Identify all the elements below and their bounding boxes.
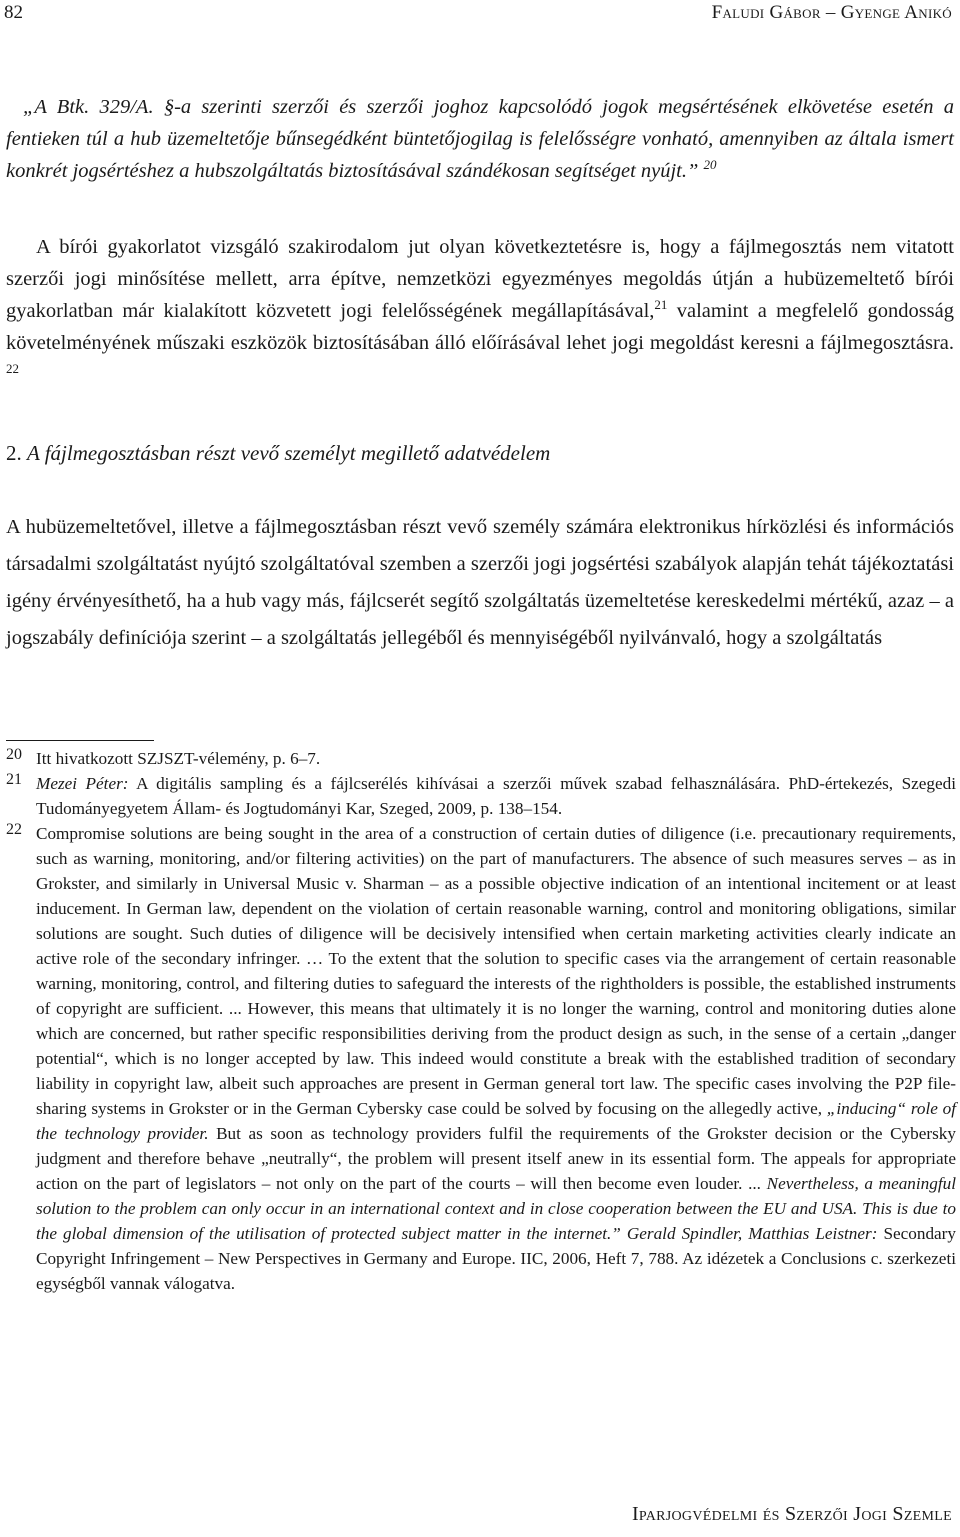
- footnote-number: 21: [6, 771, 22, 788]
- paragraph-2: A hubüzemeltetővel, illetve a fájlmegosztásban részt vevő személy számára elektronikus hírközlési és információs társadalmi szolgáltatást nyújtó szolgáltatóval szemben a szerzői jogi jogsértési szabályok alapján tehát tájékoztatási igény érvényesíthető, ha a hub vagy más, fájlcserét segítő szolgáltatás üzemeltetése kereskedelmi mértékű, azaz – a jogszabály definíciója szerint – a szolgáltatás jellegéből és mennyiségéből nyilvánvaló, hogy a szolgáltatás: [6, 516, 954, 649]
- footnotes: [6, 746, 956, 1296]
- footnote-text: Compromise solutions are being sought in the area of a construction of certain duties of diligence (i.e. precautionary requirements, such as warning, monitoring, and/or filtering activities) on the part of manufacturers. The absence of such measures serves – as in Grokster, and similarly in Universal Music v. Sharman – as a possible objective indication of an intentional incitement or at least inducement. In German law, dependent on the violation of certain reasonable warning, control and monitoring obligations, similar solutions are sought. Such duties of diligence will be decisively intensified when certain marketing activities clearly indicate an active role of the secondary infringer. … To the extent that the solution to specific cases via the arrangement of certain reasonable warning, monitoring, control, and filtering duties to safeguard the interests of the rightholders is possible, the established instruments of copyright are sufficient. ... However, this means that ultimately it is no longer the warning, control and monitoring duties alone which are concerned, but rather specific responsibilities deriving from the product design as such, in the sense of a certain „danger potential“, which is no longer accepted by law. This indeed would constitute a break with the established tradition of secondary liability in copyright law, albeit such approaches are present in German general tort law. The specific cases involving the P2P file-sharing systems in Grokster or in the German Cybersky case could be solved by focusing on the allegedly active,: [36, 824, 956, 1118]
- quote-text: „A Btk. 329/A. §-a szerinti szerzői és szerzői joghoz kapcsolódó jogok megsértésének elkövetése esetén a fentieken túl a hub üzemeltetője bűnsegédként büntetőjogilag is felelősségre vonható, amennyiben az általa ismert konkrét jogsértéshez a hubszolgáltatás biztosításával szándékosan segítséget nyújt.”: [6, 96, 954, 182]
- section-number: 2.: [6, 441, 22, 465]
- footnote-number: 20: [6, 746, 22, 763]
- footnote-ref-22[interactable]: 22: [6, 361, 19, 376]
- footnote-author: Mezei Péter:: [36, 774, 129, 793]
- paragraph-1-part2: valamint a megfelelő gondosság követelményének műszaki eszközök biztosításában álló előírásával lehet jogi megoldást keresni a fájlmegosztásra.: [6, 300, 954, 354]
- footnote-authors: Gerald Spindler, Matthias Leistner:: [620, 1224, 878, 1243]
- footnote-21: [6, 771, 956, 821]
- footnote-italic: Nevertheless, a meaningful solution to the problem can only occur in an international context and in close cooperation between the EU and USA. This is due to the global dimension of the utilisation of protected subject matter in the internet.”: [36, 1174, 956, 1243]
- footnote-text: Itt hivatkozott SZJSZT-vélemény, p. 6–7.: [36, 749, 321, 768]
- journal-footer: Iparjogvédelmi és Szerzői Jogi Szemle: [631, 1503, 952, 1525]
- running-head: Faludi Gábor – Gyenge Anikó: [711, 2, 952, 23]
- page-number: 82: [4, 2, 23, 23]
- footnote-text: A digitális sampling és a fájlcserélés kihívásai a szerzői művek szabad felhasználására. PhD-értekezés, Szegedi Tudományegyetem Állam- és Jogtudományi Kar, Szeged, 2009, p. 138–154.: [36, 774, 956, 818]
- footnote-separator: [6, 740, 154, 741]
- page-header: [0, 0, 960, 30]
- block-quote: [6, 91, 954, 187]
- paragraph-1-part1: A bírói gyakorlatot vizsgáló szakirodalom jut olyan következtetésre is, hogy a fájlmegosztás nem vitatott szerzői jogi minősítése mellett, arra építve, nemzetközi egyezményes megoldás útján a hubüzemeltető bírói gyakorlatban már kialakított közvetett jogi felelősségének megállapításával,: [6, 236, 954, 322]
- section-title: A fájlmegosztásban részt vevő személyt megillető adatvédelem: [27, 441, 551, 465]
- footnote-20: [6, 746, 956, 771]
- section-heading: [6, 441, 550, 466]
- paragraph-1: [6, 231, 954, 391]
- footnote-text: Secondary Copyright Infringement – New Perspectives in Germany and Europe. IIC, 2006, Heft 7, 788. Az idézetek a Conclusions c. szerkezeti egységből vannak válogatva.: [36, 1224, 957, 1293]
- footnote-italic: „inducing“ role of the technology provider.: [36, 1099, 956, 1143]
- footnote-text: But as soon as technology providers fulfil the requirements of the Grokster decision or the Cybersky judgment and therefore behave „neutrally“, the problem will present itself anew in its essential form. The appeals for appropriate action on the part of legislators – not only on the part of the courts – will then become even louder. ...: [36, 1124, 956, 1193]
- footnote-ref-20[interactable]: 20: [703, 157, 717, 172]
- footnote-number: 22: [6, 821, 22, 838]
- footnote-ref-21[interactable]: 21: [654, 297, 668, 312]
- footnote-22: [6, 821, 956, 1296]
